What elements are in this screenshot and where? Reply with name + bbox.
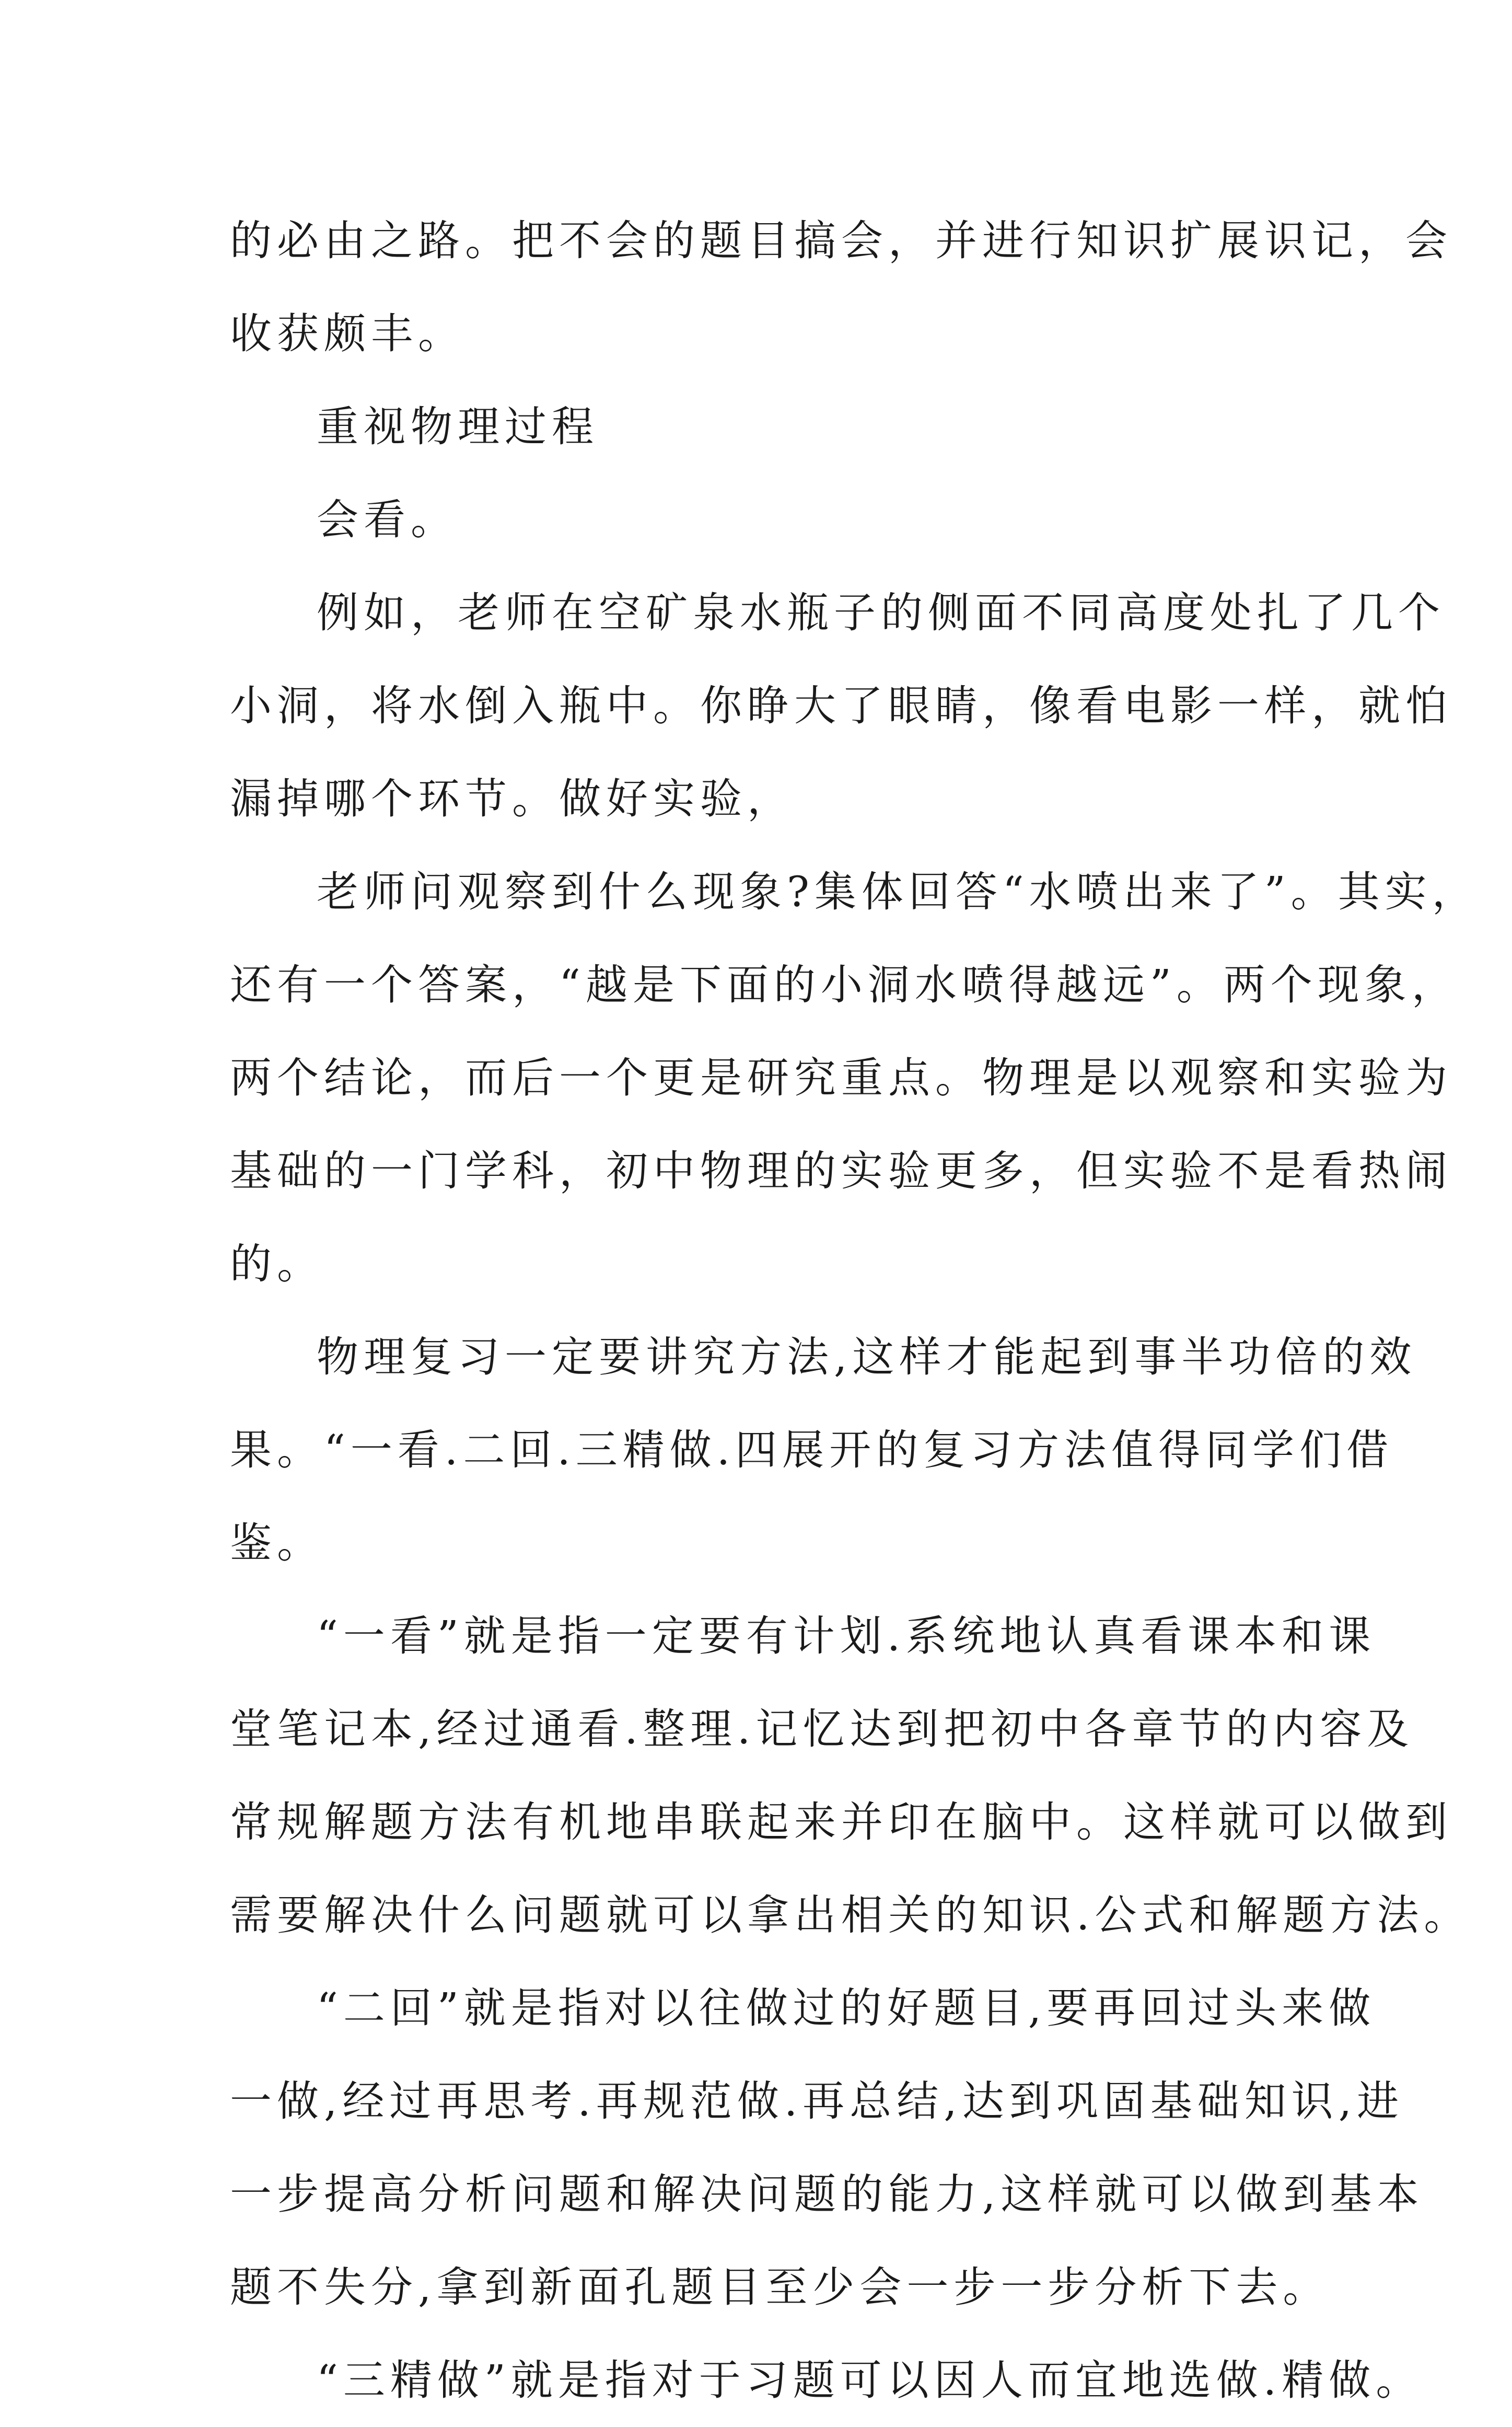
text-line: 一做,经过再思考.再规范做.再总结,达到巩固基础知识,进 [230, 2077, 1404, 2125]
text-line: 小洞，将水倒入瓶中。你睁大了眼睛，像看电影一样，就怕 [230, 681, 1452, 730]
text-line: 漏掉哪个环节。做好实验， [230, 775, 794, 823]
text-line: 收获颇丰。 [230, 309, 465, 358]
text-line: 常规解题方法有机地串联起来并印在脑中。这样就可以做到 [230, 1798, 1452, 1846]
text-line: 一步提高分析问题和解决问题的能力,这样就可以做到基本 [230, 2170, 1424, 2218]
text-line: 果。“一看.二回.三精做.四展开的复习方法值得同学们借 [230, 1426, 1394, 1474]
text-line: 两个结论，而后一个更是研究重点。物理是以观察和实验为 [230, 1054, 1452, 1102]
text-line: 题不失分,拿到新面孔题目至少会一步一步分析下去。 [230, 2263, 1330, 2312]
text-line: 老师问观察到什么现象?集体回答“水喷出来了”。其实， [317, 868, 1479, 916]
text-line: 堂笔记本,经过通看.整理.记忆达到把初中各章节的内容及 [230, 1705, 1414, 1753]
body-text [230, 194, 1479, 2427]
text-line: 鉴。 [230, 1519, 324, 1567]
text-line: 物理复习一定要讲究方法,这样才能起到事半功倍的效 [317, 1333, 1417, 1381]
text-line: 的。 [230, 1240, 324, 1288]
text-line: “三精做”就是指对于习题可以因人而宜地选做.精做。 [317, 2356, 1423, 2405]
text-line: 的必由之路。把不会的题目搞会，并进行知识扩展识记，会 [230, 216, 1452, 265]
text-line: 例如，老师在空矿泉水瓶子的侧面不同高度处扎了几个 [317, 588, 1445, 637]
text-line: 基础的一门学科，初中物理的实验更多，但实验不是看热闹 [230, 1147, 1452, 1195]
section-heading: 重视物理过程 [317, 402, 599, 451]
text-line: 会看。 [317, 495, 458, 544]
text-line: “一看”就是指一定要有计划.系统地认真看课本和课 [317, 1612, 1376, 1660]
text-line: 需要解决什么问题就可以拿出相关的知识.公式和解题方法。 [230, 1891, 1471, 1939]
text-line: “二回”就是指对以往做过的好题目,要再回过头来做 [317, 1984, 1376, 2032]
text-line: 还有一个答案，“越是下面的小洞水喷得越远”。两个现象， [230, 961, 1459, 1009]
